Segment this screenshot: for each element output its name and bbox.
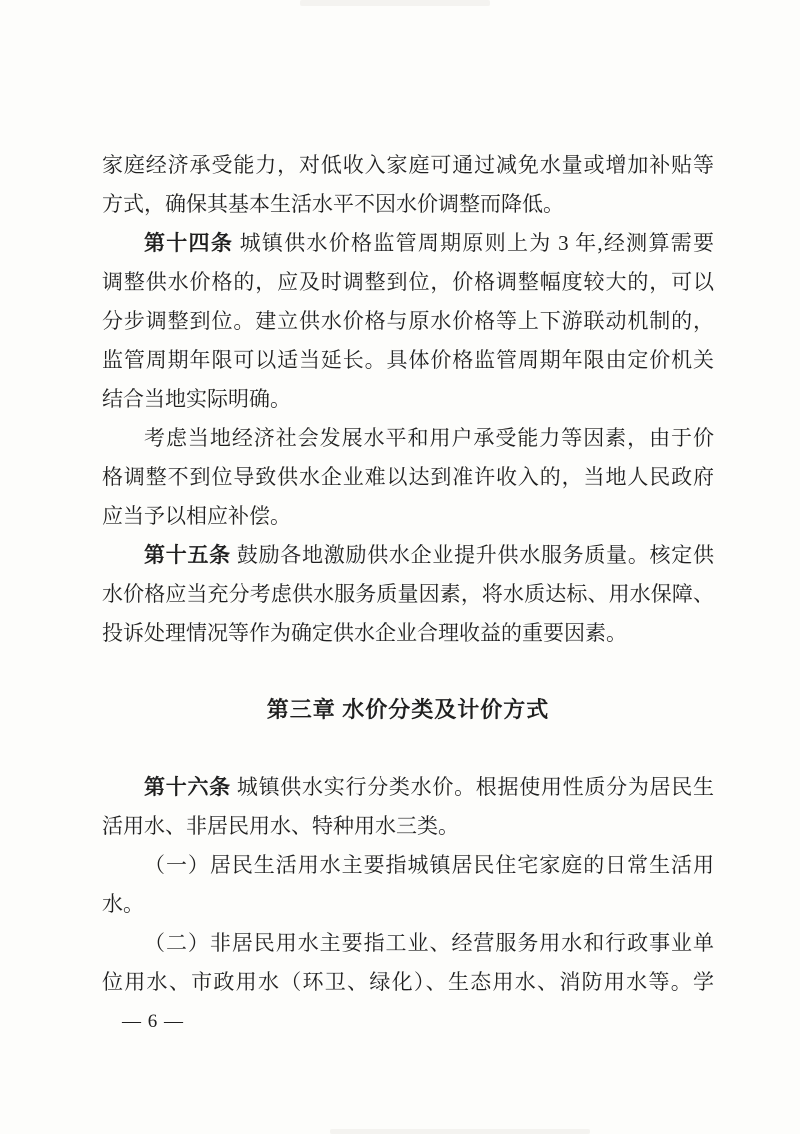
line-text: 分步调整到位。建立供水价格与原水价格等上下游联动机制的，: [102, 309, 714, 333]
text-line: [102, 497, 714, 536]
text-line: [102, 185, 714, 224]
text-line: [102, 419, 714, 458]
line-text: 活用水、非居民用水、特种用水三类。: [102, 814, 459, 838]
text-line: [102, 302, 714, 341]
document-body: [102, 146, 714, 1002]
text-line: [102, 614, 714, 653]
line-text: （二）非居民用水主要指工业、经营服务用水和行政事业单: [144, 931, 714, 955]
article-number: 第十五条: [144, 543, 231, 567]
text-line: [102, 380, 714, 419]
line-text: 水价格应当充分考虑供水服务质量因素，将水质达标、用水保障、: [102, 582, 714, 606]
article-number: 第十六条: [144, 775, 231, 799]
line-text: 鼓励各地激励供水企业提升供水服务质量。核定供: [230, 543, 714, 567]
line-text: 位用水、市政用水（环卫、绿化）、生态用水、消防用水等。学: [102, 970, 714, 994]
text-line: [102, 846, 714, 885]
text-line: [102, 146, 714, 185]
article-number: 第十四条: [144, 231, 234, 255]
line-text: 监管周期年限可以适当延长。具体价格监管周期年限由定价机关: [102, 348, 714, 372]
line-text: （一）居民生活用水主要指城镇居民住宅家庭的日常生活用: [144, 853, 714, 877]
line-text: 城镇供水价格监管周期原则上为 3 年,经测算需要: [233, 231, 714, 255]
chapter-heading: 第三章 水价分类及计价方式: [266, 697, 550, 722]
text-line: [102, 458, 714, 497]
scan-artifact-top: [300, 0, 490, 6]
text-line: [102, 807, 714, 846]
line-text: 结合当地实际明确。: [102, 387, 291, 411]
text-line: [102, 536, 714, 575]
text-line: [102, 768, 714, 807]
text-line: [102, 224, 714, 263]
line-text: 格调整不到位导致供水企业难以达到准许收入的，当地人民政府: [102, 465, 714, 489]
line-text: 水。: [102, 892, 144, 916]
scan-artifact-bottom: [330, 1129, 590, 1134]
text-line: [102, 263, 714, 302]
text-line: [102, 963, 714, 1002]
text-line: [102, 924, 714, 963]
line-text: 应当予以相应补偿。: [102, 504, 291, 528]
text-line: [102, 341, 714, 380]
line-text: 考虑当地经济社会发展水平和用户承受能力等因素，由于价: [144, 426, 714, 450]
line-text: 家庭经济承受能力，对低收入家庭可通过减免水量或增加补贴等: [102, 153, 714, 177]
line-text: 城镇供水实行分类水价。根据使用性质分为居民生: [230, 775, 714, 799]
text-line: [102, 885, 714, 924]
text-line: [102, 575, 714, 614]
line-text: 调整供水价格的，应及时调整到位，价格调整幅度较大的，可以: [102, 270, 714, 294]
line-text: 方式，确保其基本生活水平不因水价调整而降低。: [102, 192, 564, 216]
line-text: 投诉处理情况等作为确定供水企业合理收益的重要因素。: [102, 621, 627, 645]
page-number: — 6 —: [122, 1011, 184, 1032]
